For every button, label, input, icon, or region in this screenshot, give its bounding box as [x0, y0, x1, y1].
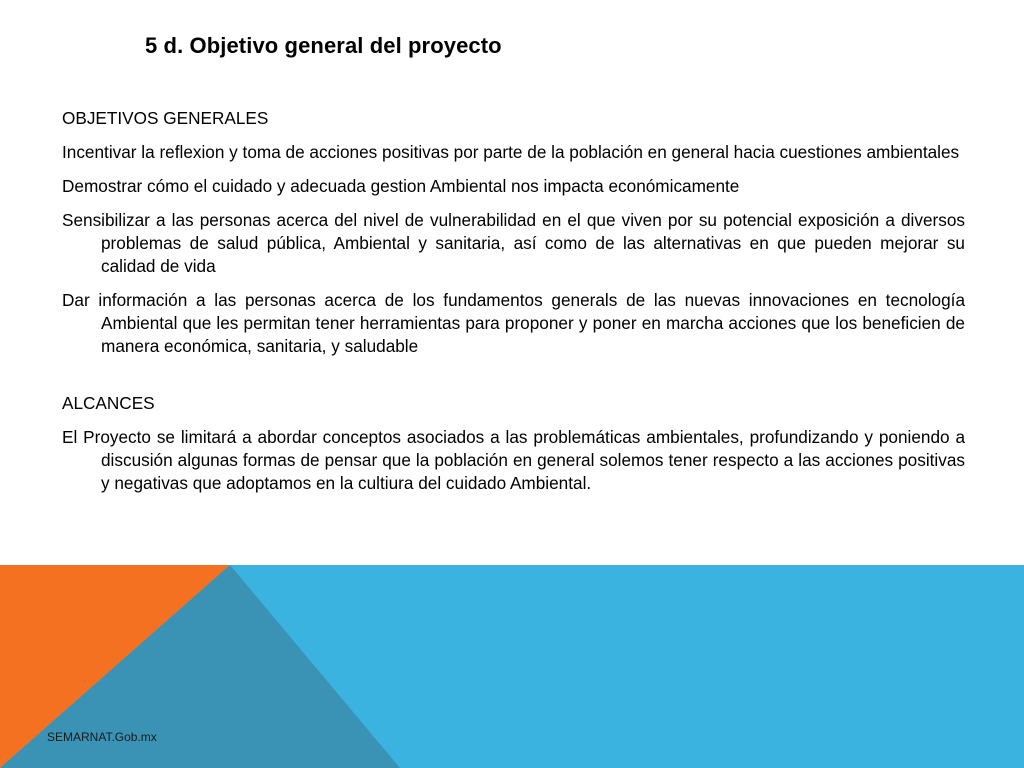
objetivo-item: Dar información a las personas acerca de los fundamentos generals de las nuevas innovaciones en tecnología Ambiental que les permitan tener herramientas para proponer y poner en marcha acciones que los beneficien de manera económica, sanitaria, y saludable	[62, 290, 965, 356]
section-heading-objetivos: OBJETIVOS GENERALES	[62, 108, 269, 128]
alcance-item: El Proyecto se limitará a abordar conceptos asociados a las problemáticas ambientales, profundizando y poniendo a discusión algunas formas de pensar que la población en general solemos tener respecto a las acciones positivas y negativas que adoptamos en la cultiura del cuidado Ambiental.	[62, 427, 965, 493]
slide-title: 5 d. Objetivo general del proyecto	[145, 33, 502, 58]
slide-body	[62, 107, 965, 506]
footer-source-label: SEMARNAT.Gob.mx	[47, 730, 157, 744]
objetivo-item: Sensibilizar a las personas acerca del nivel de vulnerabilidad en el que viven por su potencial exposición a diversos problemas de salud pública, Ambiental y sanitaria, así como de las alternativas en que pueden mejorar su calidad de vida	[62, 210, 965, 276]
objetivo-item: Demostrar cómo el cuidado y adecuada gestion Ambiental nos impacta económicamente	[62, 176, 740, 196]
section-heading-alcances: ALCANCES	[62, 393, 155, 413]
objetivo-item: Incentivar la reflexion y toma de acciones positivas por parte de la población en general hacia cuestiones ambientales	[62, 142, 960, 162]
section-spacer	[62, 369, 965, 392]
